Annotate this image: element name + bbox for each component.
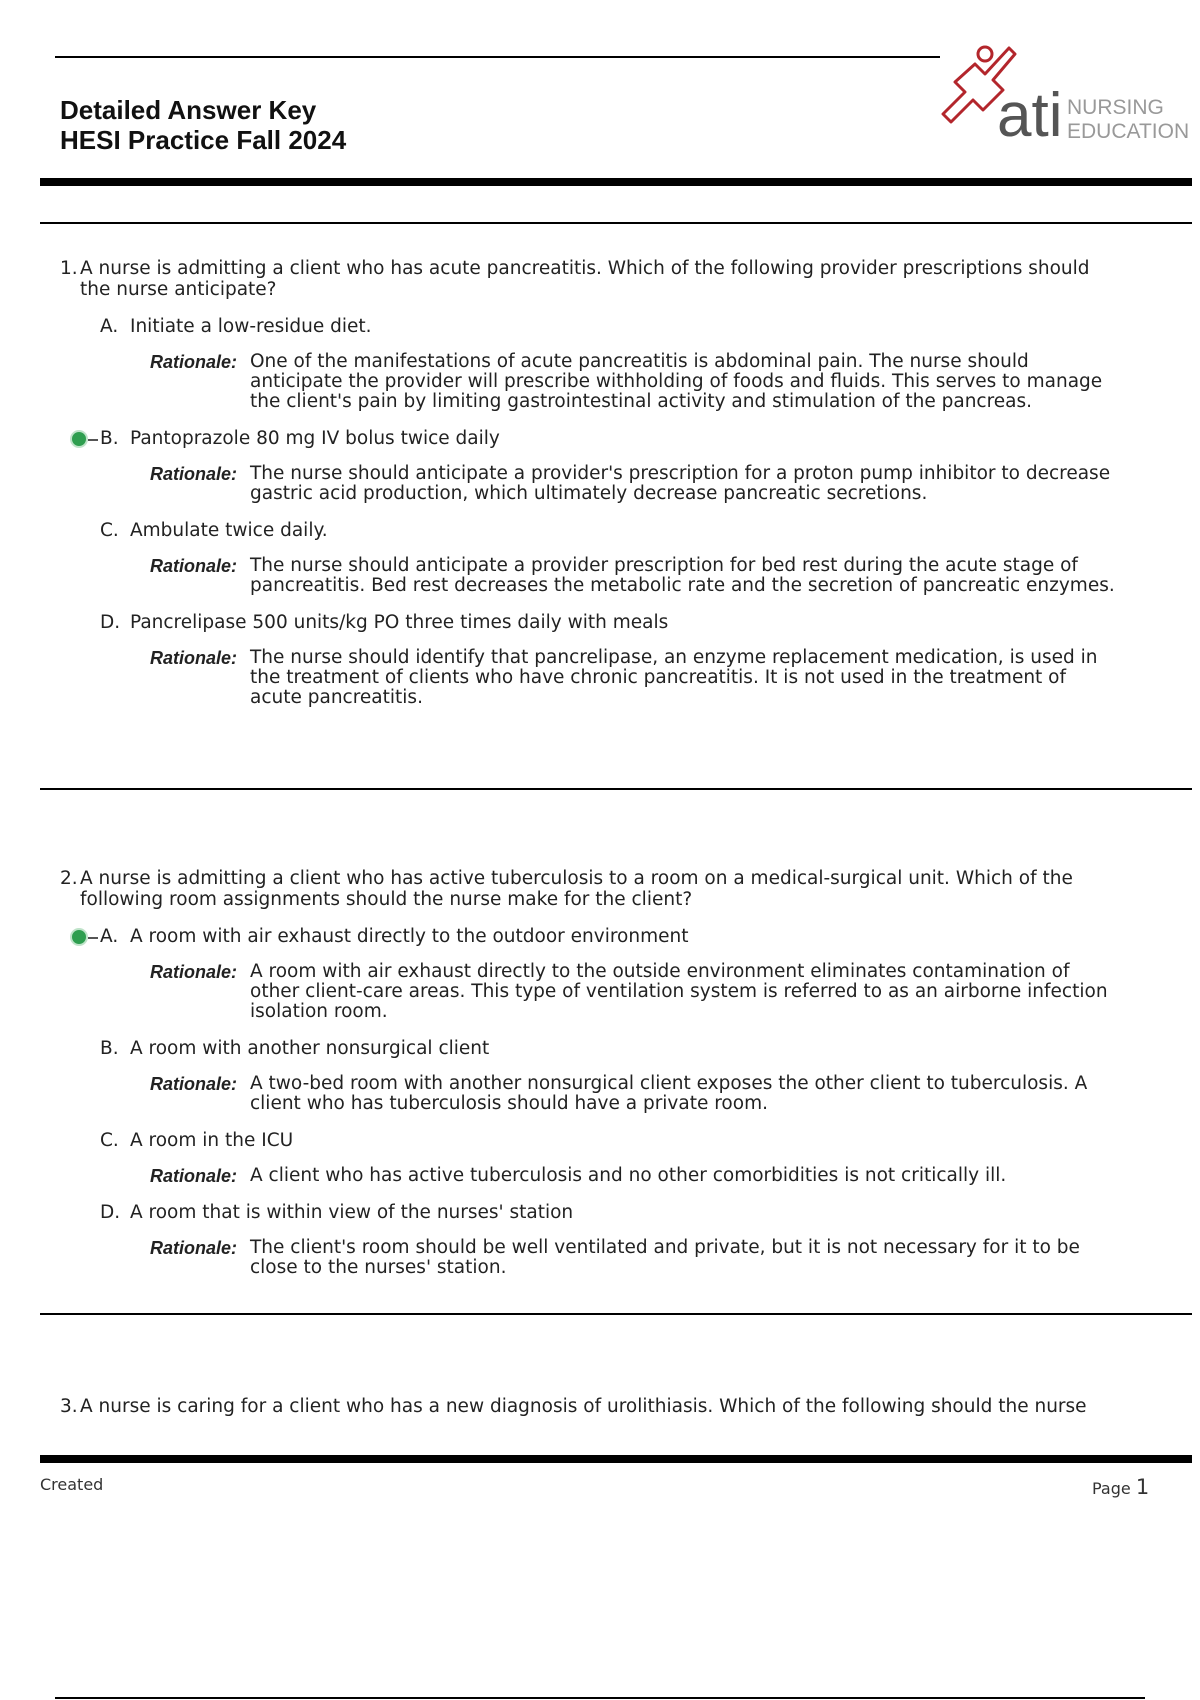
header-top-rule <box>55 56 940 58</box>
option-2c-letter: C. <box>100 1130 119 1151</box>
header-thick-rule <box>40 178 1192 186</box>
question-3-stem <box>60 1396 1120 1417</box>
rationale-1a <box>150 352 1120 412</box>
question-2-text: A nurse is admitting a client who has active tuberculosis to a room on a medical-surgical unit. Which of the following room assignments should the nurse make for the client? <box>80 868 1073 910</box>
document-title-line1: Detailed Answer Key <box>60 95 317 125</box>
rationale-label: Rationale: <box>150 352 238 372</box>
ati-logo-mark <box>935 40 1190 150</box>
rationale-1d <box>150 648 1120 708</box>
rationale-label: Rationale: <box>150 1166 238 1186</box>
question-1 <box>60 258 1120 708</box>
option-1b-letter: B. <box>100 428 119 449</box>
option-2d-letter: D. <box>100 1202 121 1223</box>
rationale-1d-text: The nurse should identify that pancrelipase, an enzyme replacement medication, is used in the treatment of clients who have chronic pancreatitis. It is not used in the treatment of acute pancreatitis. <box>250 647 1098 708</box>
rationale-2d-text: The client's room should be well ventilated and private, but it is not necessary for it to be close to the nurses' station. <box>250 1237 1080 1278</box>
rationale-2c <box>150 1166 1120 1186</box>
option-2b-letter: B. <box>100 1038 119 1059</box>
footer-created: Created <box>40 1475 104 1494</box>
option-2b <box>100 1038 1120 1060</box>
document-title-line2: HESI Practice Fall 2024 <box>60 125 347 155</box>
ati-logo-text: ati <box>997 81 1063 150</box>
footer-page-label: Page <box>1092 1479 1131 1498</box>
rationale-label: Rationale: <box>150 1238 238 1258</box>
option-2d-text: A room that is within view of the nurses' station <box>130 1202 574 1223</box>
rationale-label: Rationale: <box>150 1074 238 1094</box>
rationale-1b <box>150 464 1120 504</box>
option-1d-text: Pancrelipase 500 units/kg PO three times daily with meals <box>130 612 669 633</box>
rationale-label: Rationale: <box>150 556 238 576</box>
bottom-rule <box>55 1697 1145 1699</box>
question-2 <box>60 868 1120 1278</box>
document-title <box>60 95 346 155</box>
question-3-number: 3. <box>60 1396 78 1417</box>
rationale-2b-text: A two-bed room with another nonsurgical client exposes the other client to tuberculosis. A client who has tuberculosis should have a private room. <box>250 1073 1088 1114</box>
question-1-text: A nurse is admitting a client who has acute pancreatitis. Which of the following provider prescriptions should the nurse anticipate? <box>80 258 1090 300</box>
ati-logo-line1: NURSING <box>1067 96 1164 119</box>
option-2c <box>100 1130 1120 1152</box>
rationale-2d <box>150 1238 1120 1278</box>
correct-answer-icon <box>70 928 88 946</box>
rationale-1a-text: One of the manifestations of acute pancreatitis is abdominal pain. The nurse should anticipate the provider will prescribe withholding of foods and fluids. This serves to manage the client's pain by limiting gastrointestinal activity and stimulation of the pancreas. <box>250 351 1103 412</box>
option-2a-letter: A. <box>100 926 119 947</box>
rationale-2a <box>150 962 1120 1022</box>
option-1b-text: Pantoprazole 80 mg IV bolus twice daily <box>130 428 500 449</box>
option-1a-letter: A. <box>100 316 119 337</box>
question-3 <box>60 1396 1120 1417</box>
option-1b <box>100 428 1120 450</box>
option-1d <box>100 612 1120 634</box>
header-thin-rule <box>40 222 1192 224</box>
footer-page <box>1092 1475 1149 1499</box>
rationale-1c-text: The nurse should anticipate a provider prescription for bed rest during the acute stage of pancreatitis. Bed rest decreases the metabolic rate and the secretion of pancreatic enzymes. <box>250 555 1115 596</box>
option-2a <box>100 926 1120 948</box>
option-1a-text: Initiate a low-residue diet. <box>130 316 372 337</box>
question-1-number: 1. <box>60 258 78 279</box>
rationale-label: Rationale: <box>150 464 238 484</box>
option-1c-text: Ambulate twice daily. <box>130 520 328 541</box>
ati-logo-line2: EDUCATION <box>1067 120 1190 143</box>
rationale-1b-text: The nurse should anticipate a provider's prescription for a proton pump inhibitor to decrease gastric acid production, which ultimately decrease pancreatic secretions. <box>250 463 1111 504</box>
question-2-stem <box>60 868 1120 910</box>
option-1d-letter: D. <box>100 612 121 633</box>
option-1c <box>100 520 1120 542</box>
option-2b-text: A room with another nonsurgical client <box>130 1038 490 1059</box>
option-1a <box>100 316 1120 338</box>
footer-page-number: 1 <box>1135 1475 1150 1499</box>
rationale-label: Rationale: <box>150 648 238 668</box>
rationale-2c-text: A client who has active tuberculosis and no other comorbidities is not critically ill. <box>250 1165 1007 1186</box>
option-2c-text: A room in the ICU <box>130 1130 294 1151</box>
option-1c-letter: C. <box>100 520 119 541</box>
question-1-stem <box>60 258 1120 300</box>
rationale-2b <box>150 1074 1120 1114</box>
option-2d <box>100 1202 1120 1224</box>
footer-thick-rule <box>40 1455 1192 1463</box>
question-1-divider <box>40 788 1192 790</box>
ati-logo <box>935 40 1190 150</box>
correct-answer-icon <box>70 430 88 448</box>
option-2a-text: A room with air exhaust directly to the outdoor environment <box>130 926 689 947</box>
rationale-1c <box>150 556 1120 596</box>
rationale-label: Rationale: <box>150 962 238 982</box>
question-2-number: 2. <box>60 868 78 889</box>
question-2-divider <box>40 1313 1192 1315</box>
question-3-text: A nurse is caring for a client who has a new diagnosis of urolithiasis. Which of the following should the nurse <box>80 1396 1087 1417</box>
rationale-2a-text: A room with air exhaust directly to the outside environment eliminates contamination of other client-care areas. This type of ventilation system is referred to as an airborne infection isolation room. <box>250 961 1108 1022</box>
